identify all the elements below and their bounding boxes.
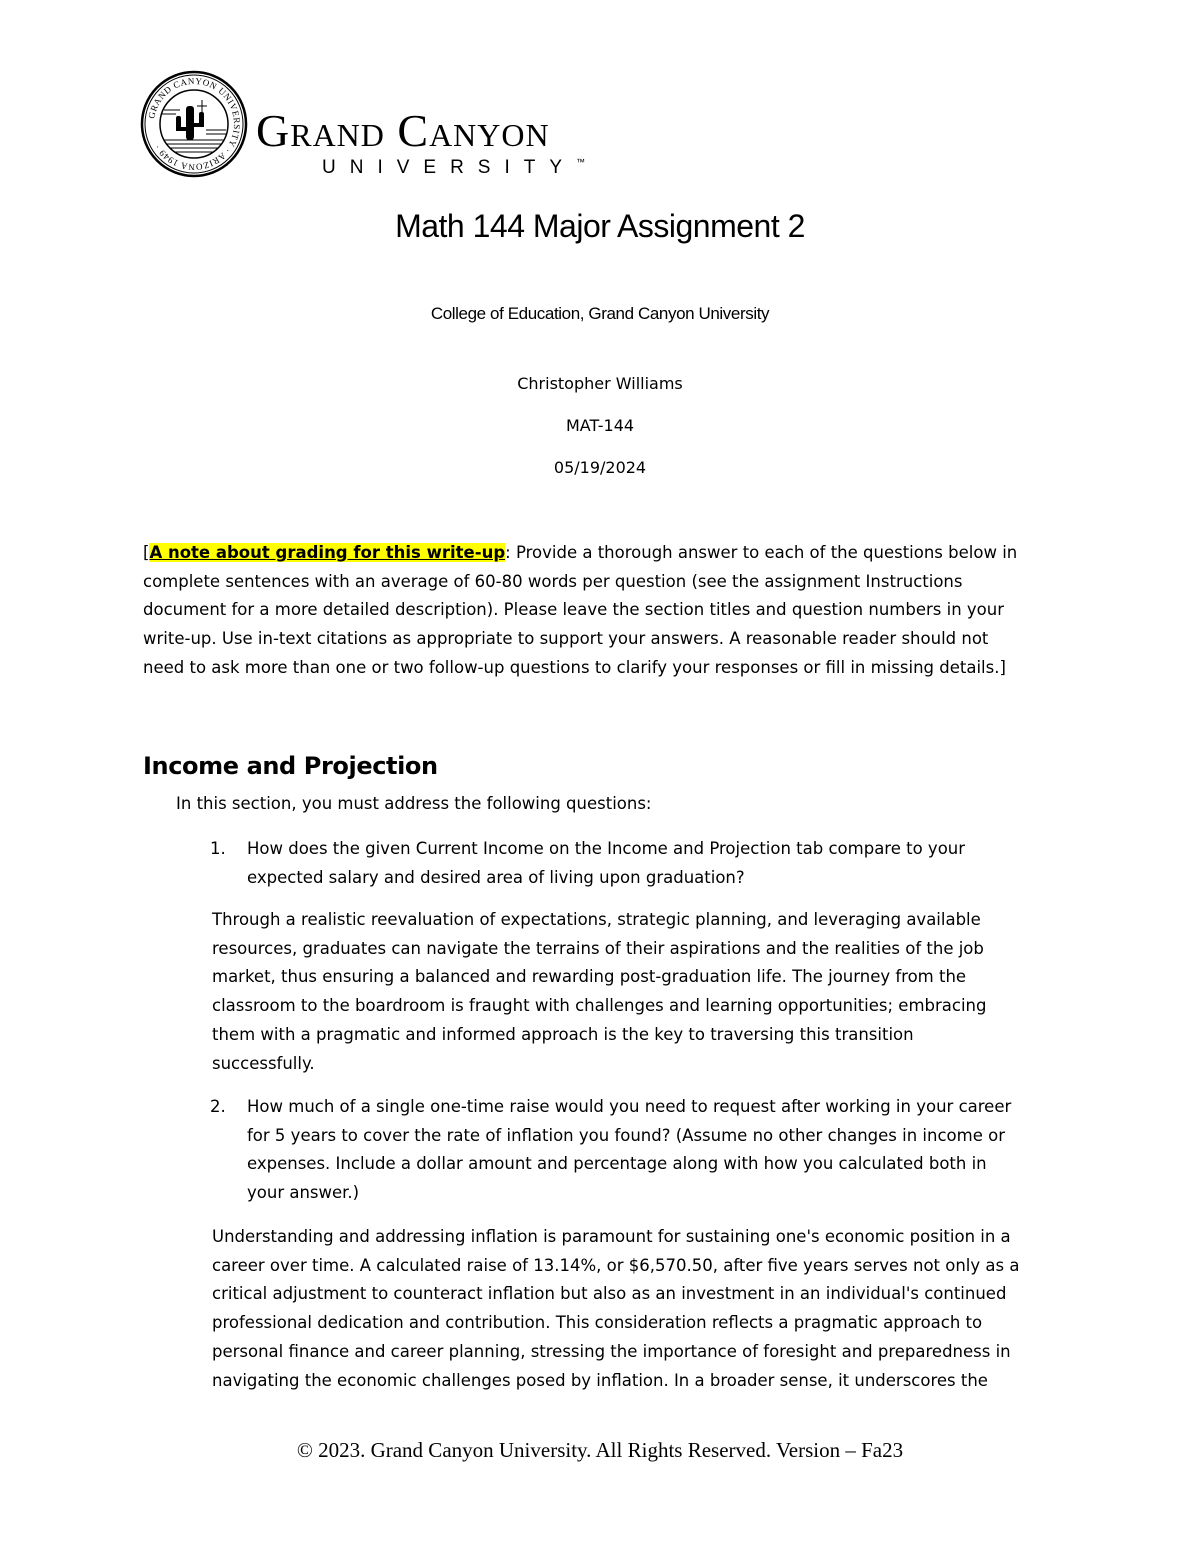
section-heading: Income and Projection: [143, 752, 438, 780]
copyright-footer: © 2023. Grand Canyon University. All Rights Reserved. Version – Fa23: [296, 1438, 904, 1462]
course-code: MAT-144: [565, 416, 635, 435]
logo-subtitle: UNIVERSITY™: [322, 157, 586, 178]
document-date: 05/19/2024: [553, 458, 647, 477]
college-name: College of Education, Grand Canyon University: [430, 304, 770, 323]
question-number: 1.: [210, 839, 226, 858]
question-text: How much of a single one-time raise would you need to request after working in your career for 5 years to cover the rate of inflation you found? (Assume no other changes in income or expenses. Include a dollar amount and percentage along with how you calculated both in your answer.): [247, 1097, 1012, 1203]
note-label: A note about grading for this write-up: [149, 543, 506, 562]
section-intro: In this section, you must address the following questions:: [176, 794, 652, 813]
svg-text:GRAND CANYON UNIVERSITY · ARIZ: GRAND CANYON UNIVERSITY · ARIZONA 1949 ·: [146, 75, 243, 173]
university-seal-icon: [140, 70, 248, 178]
question-number: 2.: [210, 1097, 226, 1116]
logo-wordmark: Grand Canyon: [256, 105, 550, 156]
note-line: need to ask more than one or two follow-up questions to clarify your responses or fill in missing details.]: [143, 657, 1006, 677]
note-line: complete sentences with an average of 60-80 words per question (see the assignment Instructions: [143, 571, 963, 591]
note-line: write-up. Use in-text citations as appropriate to support your answers. A reasonable reader should not: [143, 629, 989, 649]
document-title: Math 144 Major Assignment 2: [395, 208, 805, 244]
answer-2: Understanding and addressing inflation is paramount for sustaining one's economic position in a career over time. A calculated raise of 13.14%, or $6,570.50, after five years serves not only as a critical adjustment to counteract inflation but also as an investment in an individual's continued professional dedication and contribution. This consideration reflects a pragmatic approach to personal finance and career planning, stressing the importance of foresight and preparedness in navigating the economic challenges posed by inflation. In a broader sense, it underscores the: [212, 1227, 1020, 1390]
note-line: document for a more detailed description). Please leave the section titles and question numbers in your: [143, 600, 1005, 620]
university-logo: [140, 70, 660, 182]
answer-1: Through a realistic reevaluation of expectations, strategic planning, and leveraging available resources, graduates can navigate the terrains of their aspirations and the realities of the job market, thus ensuring a balanced and rewarding post-graduation life. The journey from the classroom to the boardroom is fraught with challenges and learning opportunities; embracing them with a pragmatic and informed approach is the key to traversing this transition successfully.: [212, 910, 987, 1073]
grading-note: [143, 539, 1073, 683]
note-line: [A note about grading for this write-up: Provide a thorough answer to each of the questions below in: [143, 543, 1018, 562]
author-name: Christopher Williams: [517, 374, 683, 393]
question-text: How does the given Current Income on the Income and Projection tab compare to your expected salary and desired area of living upon graduation?: [247, 839, 966, 887]
